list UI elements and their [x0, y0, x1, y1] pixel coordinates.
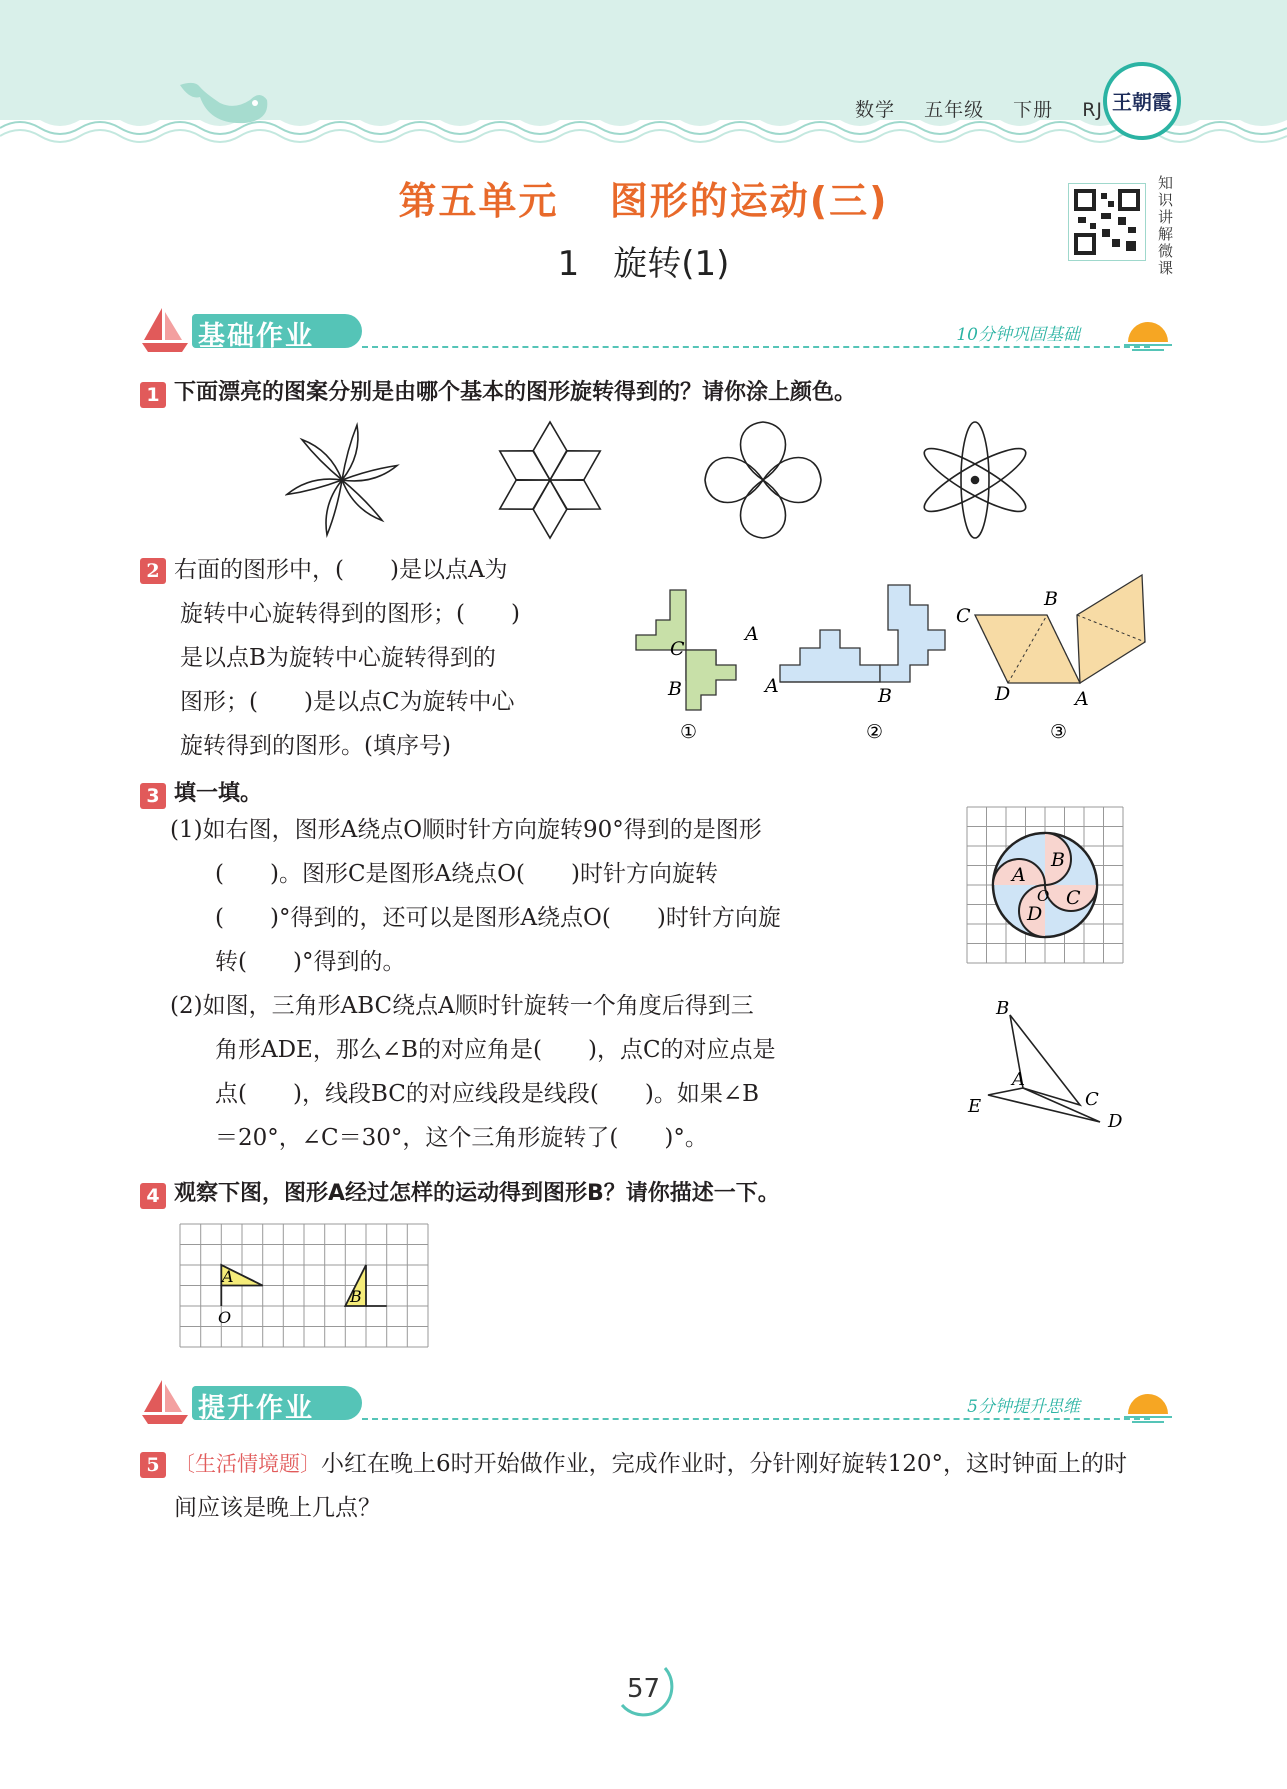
question-text: 下面漂亮的图案分别是由哪个基本的图形旋转得到的？请你涂上颜色。: [174, 380, 857, 405]
circle-label-d: D: [1027, 903, 1043, 925]
page-number: 57: [626, 1674, 661, 1704]
q3-part2-line-2: 角形ADE，那么∠B的对应角是( )，点C的对应点是: [215, 1037, 776, 1063]
q3-part1-line-4: 转( )°得到的。: [215, 949, 406, 975]
question-text: 观察下图，图形A经过怎样的运动得到图形B？请你描述一下。: [174, 1181, 780, 1206]
section-advanced-header: [140, 1378, 1180, 1428]
fig3-label-c: C: [956, 605, 971, 627]
question-number: 2: [140, 558, 166, 584]
q3-part2-line-1: (2)如图，三角形ABC绕点A顺时针旋转一个角度后得到三: [170, 993, 754, 1019]
figure-2: [763, 585, 945, 743]
header-meta: [855, 95, 1125, 122]
brand-logo: [1103, 62, 1181, 140]
sailboat-icon: [140, 306, 190, 354]
star-pattern: [491, 422, 608, 538]
unit-number: 第五单元: [398, 179, 559, 223]
q3-part-2: [170, 984, 860, 1160]
fig2-number: ②: [866, 721, 884, 743]
question-number: 3: [140, 783, 166, 809]
q3-part1-line-1: (1)如右图，图形A绕点O顺时针方向旋转90°得到的是图形: [170, 817, 762, 843]
question-tag: 〔生活情境题〕: [174, 1452, 321, 1476]
circle-label-c: C: [1066, 887, 1081, 909]
qr-label: 知识讲解微课: [1158, 174, 1174, 277]
q2-figures: [630, 570, 1160, 750]
pinwheel-pattern: [286, 425, 397, 535]
q3-circle-grid-figure: [965, 805, 1125, 965]
grid-label-b: B: [350, 1287, 362, 1306]
grid-label-a: A: [222, 1267, 234, 1286]
circle-label-o: O: [1037, 887, 1050, 905]
qr-code-icon[interactable]: [1068, 183, 1146, 261]
q3-part1-line-2: ( )。图形C是图形A绕点O( )时针方向旋转: [215, 861, 718, 887]
q2-line-3: 是以点B为旋转中心旋转得到的: [180, 645, 496, 671]
whale-icon: [175, 75, 275, 130]
fig1-label-a: A: [745, 623, 759, 645]
grid-label-o: O: [218, 1308, 232, 1327]
fig3-label-d: D: [995, 683, 1011, 705]
q5-line-1: 小红在晚上6时开始做作业，完成作业时，分针刚好旋转120°，这时钟面上的时: [321, 1451, 1128, 1477]
volume-label: 下册: [1013, 99, 1054, 121]
fig2-label-b: B: [878, 685, 892, 707]
question-title: 填一填。: [174, 781, 263, 806]
tri-label-e: E: [968, 1096, 982, 1117]
figure-3: [956, 575, 1145, 743]
edition-label: RJ: [1082, 99, 1103, 121]
question-number: 1: [140, 382, 166, 408]
q3-part2-line-3: 点( )，线段BC的对应线段是线段( )。如果∠B: [215, 1081, 759, 1107]
fig3-number: ③: [1050, 721, 1068, 743]
atom-pattern: [918, 422, 1032, 538]
section-advanced-label: 提升作业: [198, 1393, 314, 1424]
fig3-label-b: B: [1044, 588, 1058, 610]
section-basic-label: 基础作业: [198, 321, 314, 352]
q3-part1-line-3: ( )°得到的，还可以是图形A绕点O( )时针方向旋: [215, 905, 781, 931]
q3-triangle-figure: [960, 995, 1130, 1135]
section-divider: [362, 1418, 1150, 1420]
fig1-label-b: B: [668, 678, 682, 700]
question-2: [140, 548, 580, 768]
question-4: [140, 1176, 780, 1209]
q2-line-1: 右面的图形中，( )是以点A为: [174, 557, 508, 583]
question-number: 4: [140, 1183, 166, 1209]
sun-icon: [1120, 1384, 1176, 1424]
q2-line-5: 旋转得到的图形。(填序号): [180, 733, 451, 759]
circle-label-b: B: [1051, 849, 1065, 871]
circle-label-a: A: [1012, 864, 1026, 886]
section-advanced-note: 5分钟提升思维: [967, 1397, 1080, 1417]
section-basic-note: 10分钟巩固基础: [956, 325, 1080, 345]
q2-line-2: 旋转中心旋转得到的图形；( ): [180, 601, 520, 627]
tri-label-b: B: [996, 998, 1010, 1019]
fig1-number: ①: [680, 721, 698, 743]
tri-label-a: A: [1012, 1069, 1025, 1090]
section-basic-header: [140, 306, 1180, 356]
q2-line-4: 图形；( )是以点C为旋转中心: [180, 689, 515, 715]
figure-1: [636, 590, 759, 743]
question-5: [140, 1442, 1185, 1530]
lesson-title: 1 旋转(1): [557, 244, 730, 284]
fig1-label-c: C: [670, 638, 685, 660]
unit-name: 图形的运动(三): [609, 179, 889, 223]
section-divider: [362, 346, 1150, 348]
subject-label: 数学: [855, 99, 896, 121]
petal-pattern: [705, 422, 821, 538]
q3-part2-line-4: ＝20°，∠C＝30°，这个三角形旋转了( )°。: [215, 1125, 708, 1151]
sun-icon: [1120, 312, 1176, 352]
q5-line-2: 间应该是晚上几点？: [174, 1495, 381, 1521]
brand-logo-text: 王朝霞: [1112, 90, 1172, 114]
q1-patterns: [285, 420, 1065, 540]
tri-label-c: C: [1085, 1089, 1099, 1110]
fig2-label-a: A: [765, 675, 779, 697]
q3-part-1: [170, 808, 860, 984]
grade-label: 五年级: [924, 99, 985, 121]
fig3-label-a: A: [1075, 688, 1089, 710]
question-3: [140, 776, 262, 809]
q4-grid-figure: [178, 1222, 430, 1350]
sailboat-icon: [140, 1378, 190, 1426]
tri-label-d: D: [1108, 1111, 1123, 1132]
question-number: 5: [140, 1452, 166, 1478]
question-1: [140, 375, 856, 408]
